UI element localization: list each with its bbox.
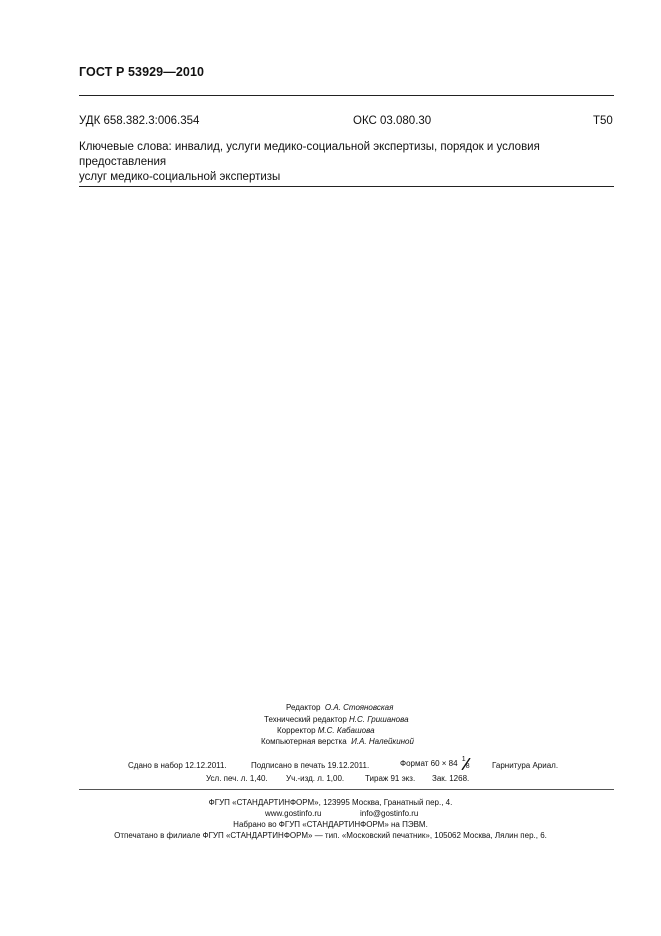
publisher-email: info@gostinfo.ru (360, 809, 419, 818)
keywords-line-1: Ключевые слова: инвалид, услуги медико-социальной экспертизы, порядок и условия предоставления (79, 141, 540, 168)
credit-name: М.С. Кабашова (317, 726, 375, 735)
keywords-rule (79, 186, 614, 187)
imprint-pub-sheets: Уч.-изд. л. 1,00. (286, 774, 345, 783)
imprint-signed: Подписано в печать 19.12.2011. (251, 761, 370, 770)
imprint-print-sheets: Усл. печ. л. 1,40. (206, 774, 268, 783)
imprint-font: Гарнитура Ариал. (492, 761, 559, 770)
imprint-format: Формат 60 × 84 1 8 (400, 758, 472, 770)
oks-code: ОКС 03.080.30 (353, 115, 432, 127)
credit-editor (286, 703, 393, 712)
credit-role: Редактор (286, 703, 321, 712)
imprint-typeset: Сдано в набор 12.12.2011. (128, 761, 227, 770)
credit-role: Компьютерная верстка (261, 737, 347, 746)
credit-tech-editor (264, 715, 409, 724)
credit-role: Корректор (277, 726, 316, 735)
credit-layout (261, 737, 414, 746)
keywords (79, 140, 619, 185)
imprint-rule (79, 789, 614, 790)
udk-code: УДК 658.382.3:006.354 (79, 115, 200, 127)
publisher-address: ФГУП «СТАНДАРТИНФОРМ», 123995 Москва, Гранатный пер., 4. (208, 798, 453, 807)
keywords-line-2: услуг медико-социальной экспертизы (79, 171, 281, 183)
credit-corrector (277, 726, 375, 735)
imprint-order: Зак. 1268. (432, 774, 470, 783)
credit-name: Н.С. Гришанова (349, 715, 409, 724)
credit-name: И.А. Налейкиной (351, 737, 414, 746)
top-rule (79, 95, 614, 96)
publisher-typeset-note: Набрано во ФГУП «СТАНДАРТИНФОРМ» на ПЭВМ. (233, 820, 428, 829)
publisher-print-note: Отпечатано в филиале ФГУП «СТАНДАРТИНФОРМ» — тип. «Московский печатник», 105062 Москва, Лялин пер., 6. (114, 831, 547, 840)
standard-number: ГОСТ Р 53929—2010 (79, 65, 205, 79)
group-code: Т50 (593, 115, 613, 127)
publisher-website: www.gostinfo.ru (265, 809, 322, 818)
credit-role: Технический редактор (264, 715, 347, 724)
imprint-run: Тираж 91 экз. (365, 774, 416, 783)
credit-name: О.А. Стояновская (324, 703, 394, 712)
format-fraction: 1 8 (460, 758, 472, 770)
